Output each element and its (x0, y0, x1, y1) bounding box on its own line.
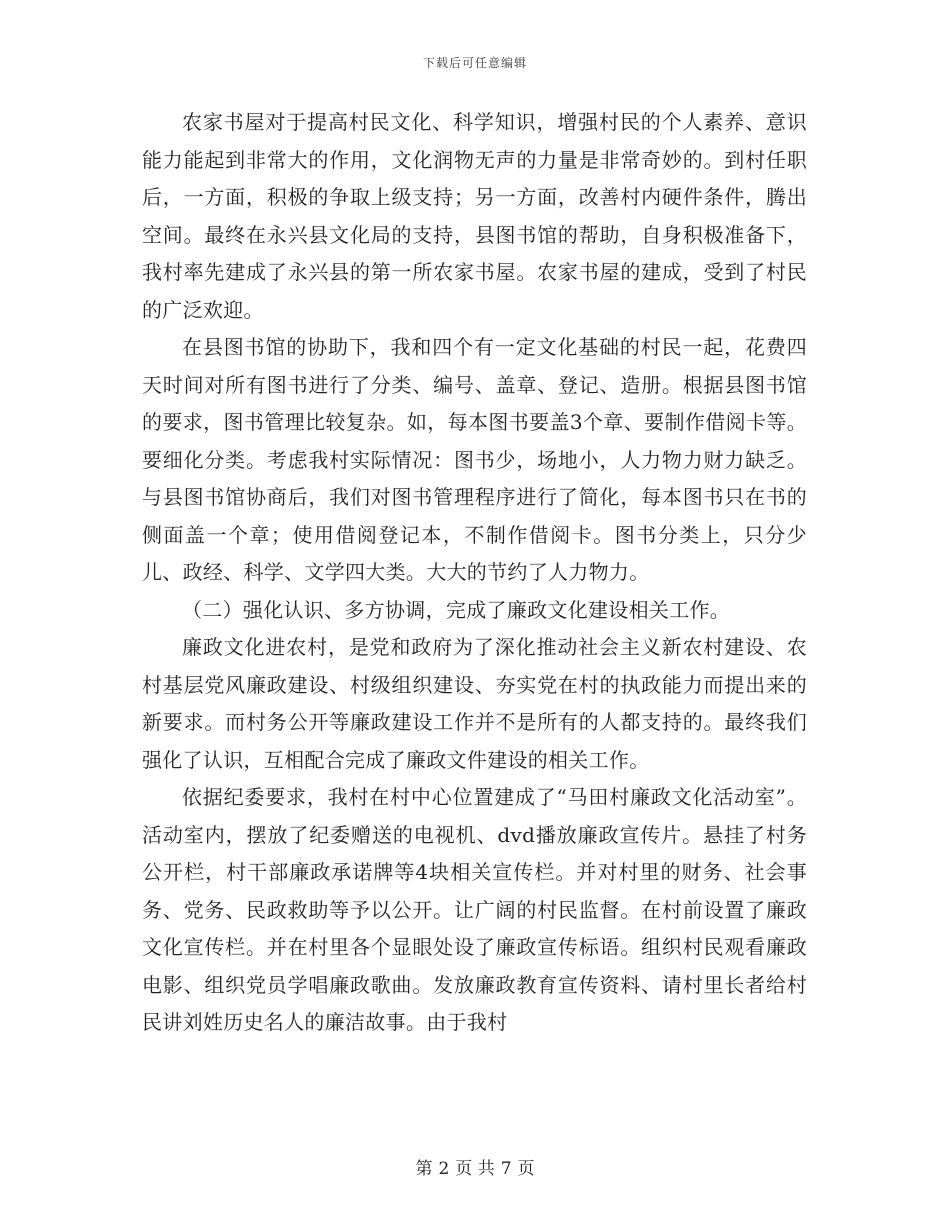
paragraph-integrity-intro: 廉政文化进农村，是党和政府为了深化推动社会主义新农村建设、农村基层党风廉政建设、村级组织建设、夯实党在村的执政能力而提出来的新要求。而村务公开等廉政建设工作并不是所有的人都支持的。最终我们强化了认识，互相配合完成了廉政文件建设的相关工作。 (142, 635, 807, 772)
paragraph-activity-room: 依据纪委要求，我村在村中心位置建成了“马田村廉政文化活动室”。活动室内，摆放了纪委赠送的电视机、dvd播放廉政宣传片。悬挂了村务公开栏，村干部廉政承诺牌等4块相关宣传栏。并对村里的财务、社会事务、党务、民政救助等予以公开。让广阔的村民监督。在村前设置了廉政文化宣传栏。并在村里各个显眼处设了廉政宣传标语。组织村民观看廉政电影、组织党员学唱廉政歌曲。发放廉政教育宣传资料、请村里长者给村民讲刘姓历史名人的廉洁故事。由于我村 (142, 785, 807, 1034)
paragraph-book-management: 在县图书馆的协助下，我和四个有一定文化基础的村民一起，花费四天时间对所有图书进行了分类、编号、盖章、登记、造册。根据县图书馆的要求，图书管理比较复杂。如，每本图书要盖3个章、要制作借阅卡等。要细化分类。考虑我村实际情况：图书少，场地小，人力物力财力缺乏。与县图书馆协商后，我们对图书管理程序进行了简化，每本图书只在书的侧面盖一个章；使用借阅登记本，不制作借阅卡。图书分类上，只分少儿、政经、科学、文学四大类。大大的节约了人力物力。 (142, 335, 807, 584)
document-body (142, 104, 807, 1042)
footer-middle: 页 共 (455, 1159, 495, 1179)
page-footer (0, 1154, 950, 1179)
paragraph-library: 农家书屋对于提高村民文化、科学知识，增强村民的个人素养、意识能力能起到非常大的作用，文化润物无声的力量是非常奇妙的。到村任职后，一方面，积极的争取上级支持；另一方面，改善村内硬件条件，腾出空间。最终在永兴县文化局的支持，县图书馆的帮助，自身积极准备下，我村率先建成了永兴县的第一所农家书屋。农家书屋的建成，受到了村民的广泛欢迎。 (142, 110, 807, 322)
footer-page-number: 2 (438, 1159, 450, 1179)
section-heading-integrity-culture: （二）强化认识、多方协调，完成了廉政文化建设相关工作。 (182, 597, 731, 622)
footer-total-pages: 7 (500, 1159, 512, 1179)
footer-suffix: 页 (517, 1159, 535, 1179)
footer-prefix: 第 (415, 1159, 433, 1179)
page-header: 下载后可任意编辑 (422, 56, 527, 70)
